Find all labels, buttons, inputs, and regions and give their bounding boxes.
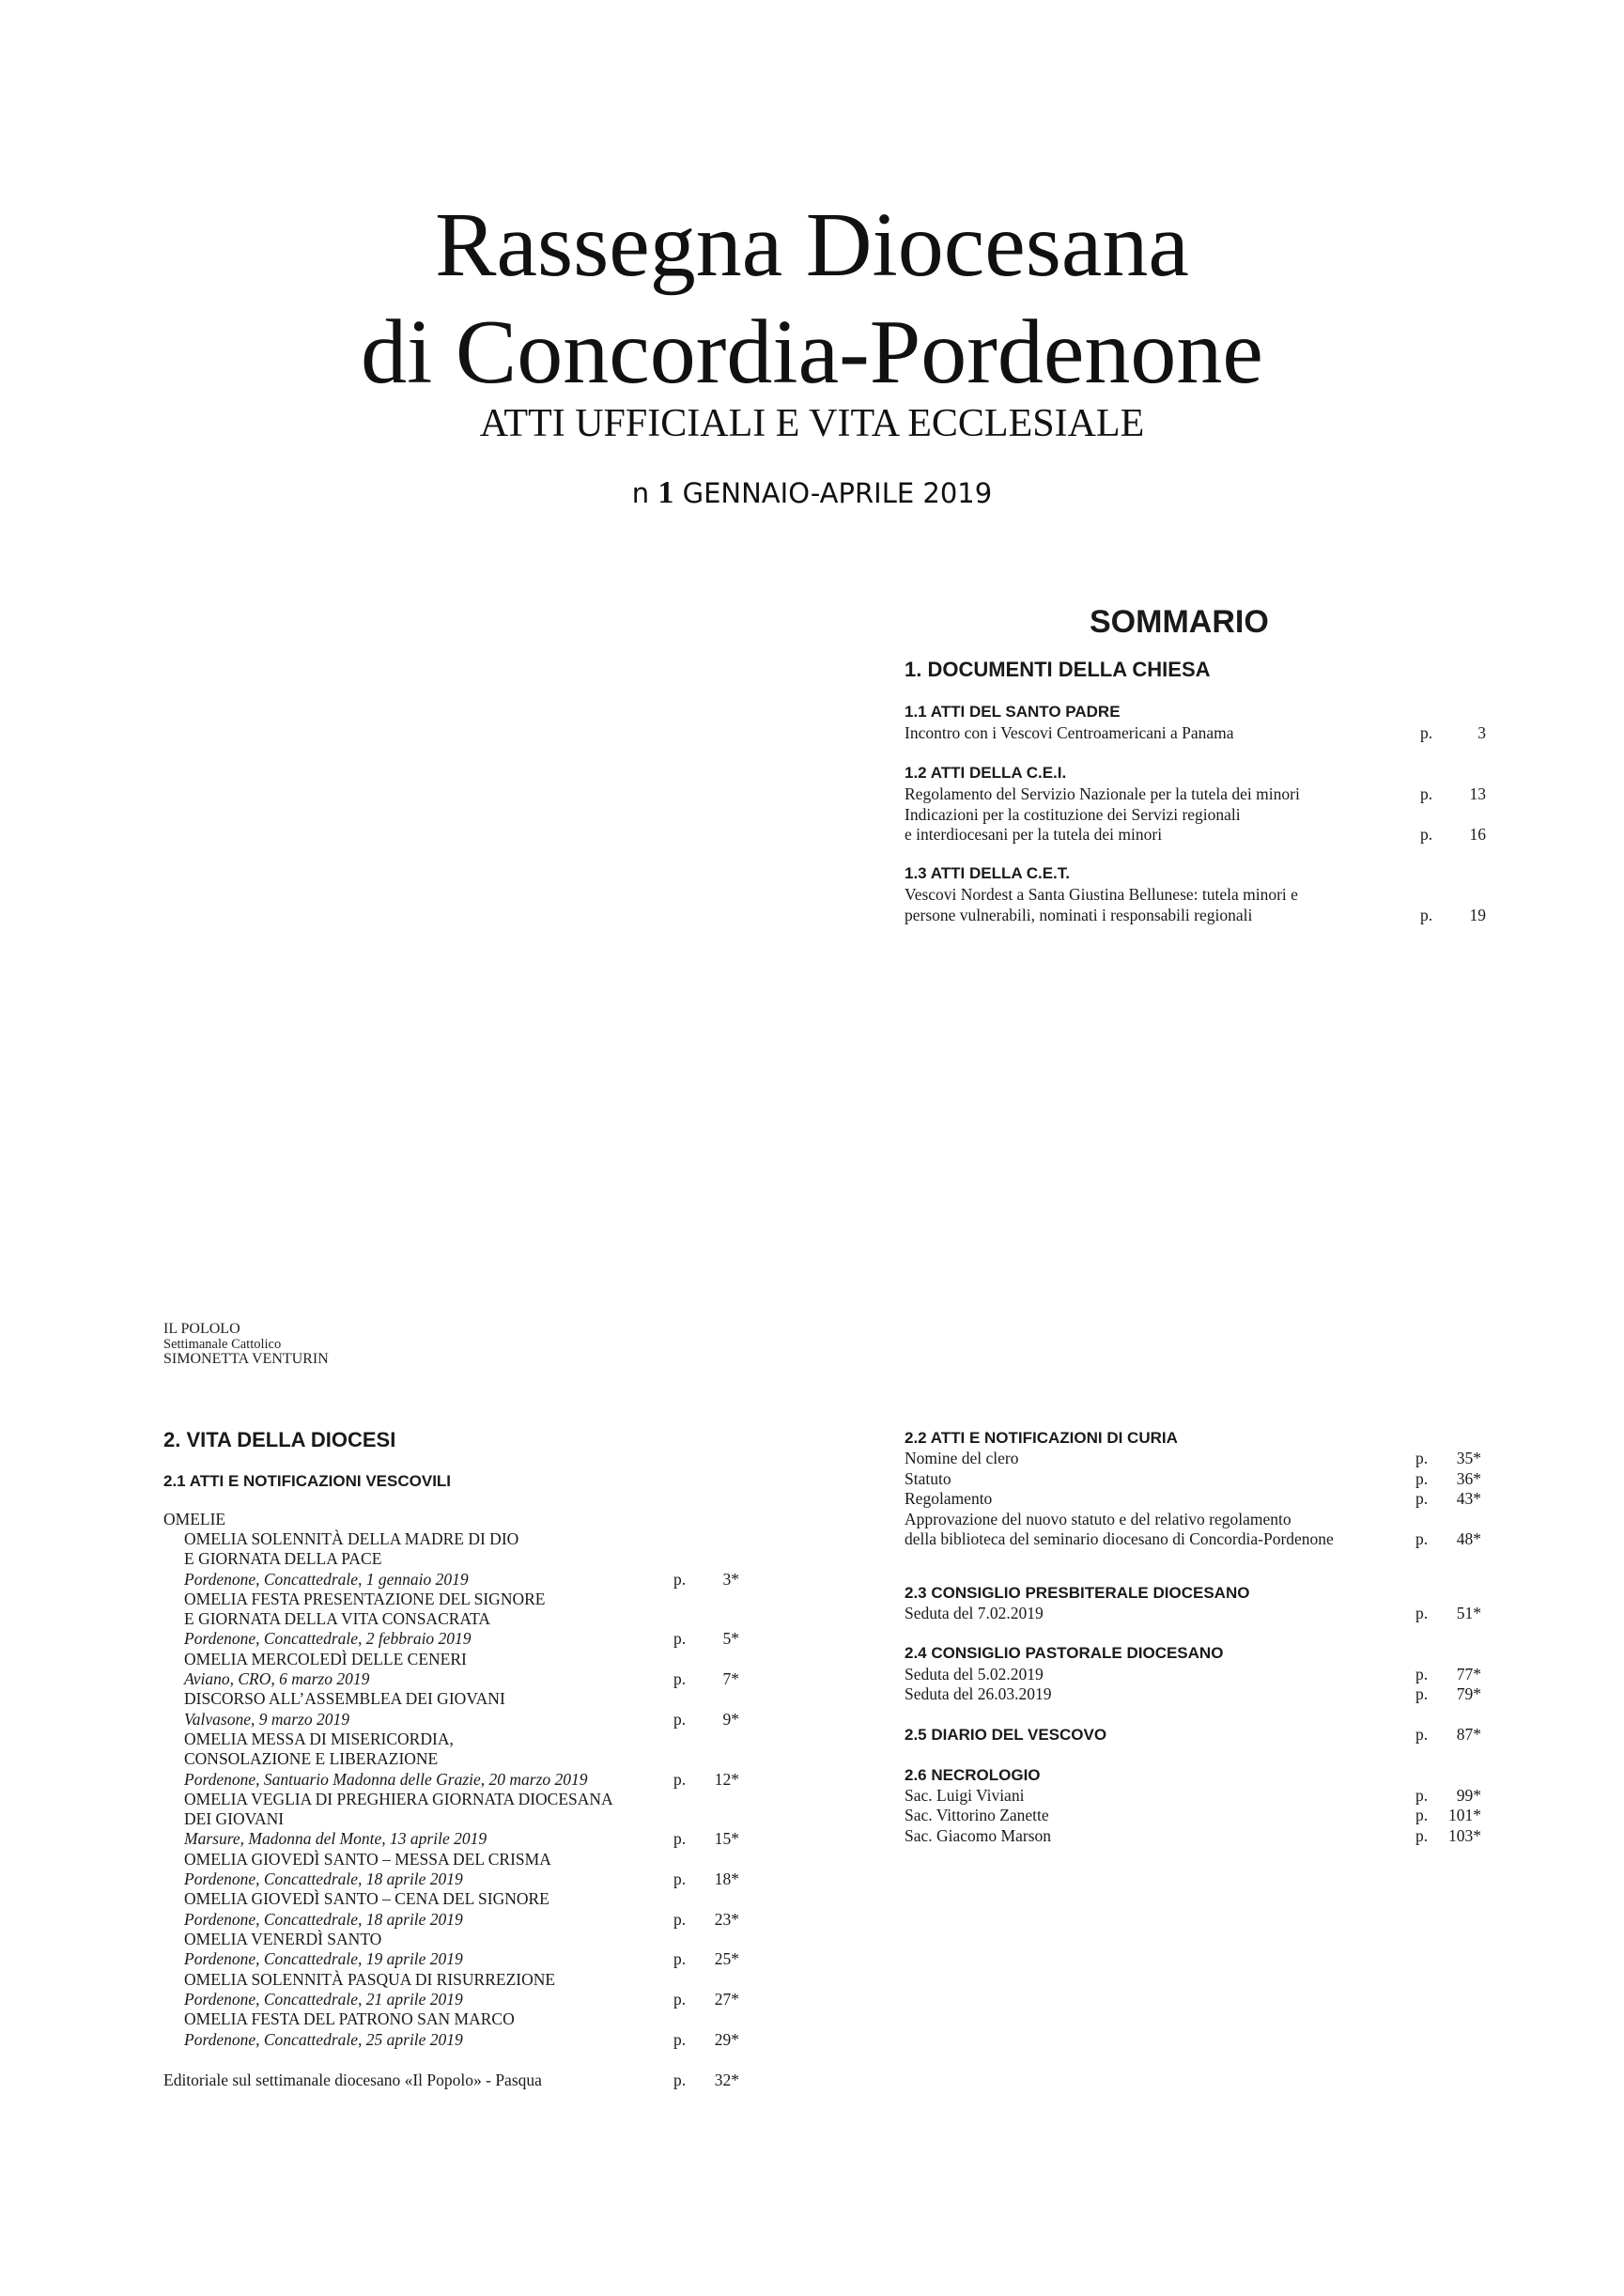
sommario-title: SOMMARIO bbox=[1090, 604, 1269, 640]
homily-title-line: OMELIA GIOVEDÌ SANTO – MESSA DEL CRISMA bbox=[184, 1850, 551, 1869]
toc-entry-text: Vescovi Nordest a Santa Giustina Bellunese: tutela minori e bbox=[905, 885, 1298, 904]
homily-place-date: Pordenone, Concattedrale, 19 aprile 2019 bbox=[184, 1949, 463, 1968]
homily-place-date: Pordenone, Concattedrale, 25 aprile 2019 bbox=[184, 2030, 463, 2049]
toc-entry-text: Sac. Giacomo Marson bbox=[905, 1826, 1052, 1845]
section2-sub2-heading: 2.2 ATTI E NOTIFICAZIONI DI CURIA bbox=[905, 1429, 1178, 1447]
toc-entry-text: Seduta del 26.03.2019 bbox=[905, 1684, 1052, 1703]
page-number: 12* bbox=[714, 1770, 739, 1789]
toc-entry-page bbox=[673, 1871, 739, 1888]
page-number: 27* bbox=[714, 1990, 739, 2009]
homily-title-line: OMELIA MERCOLEDÌ DELLE CENERI bbox=[184, 1650, 467, 1668]
page-abbrev: p. bbox=[673, 1869, 687, 1888]
page-number: 18* bbox=[714, 1869, 739, 1888]
page-number: 32* bbox=[714, 2071, 739, 2089]
section2-heading: 2. VITA DELLA DIOCESI bbox=[163, 1428, 396, 1451]
page-number: 87* bbox=[1456, 1725, 1481, 1744]
issue-line bbox=[0, 477, 1624, 509]
homily-title-line: E GIORNATA DELLA VITA CONSACRATA bbox=[184, 1609, 491, 1628]
page-abbrev: p. bbox=[1415, 1469, 1429, 1488]
page-abbrev: p. bbox=[673, 1570, 687, 1589]
page-number: 16 bbox=[1469, 825, 1486, 844]
homily-title-line: E GIORNATA DELLA PACE bbox=[184, 1549, 382, 1568]
page-abbrev: p. bbox=[1415, 1786, 1429, 1805]
homily-place-date: Pordenone, Concattedrale, 1 gennaio 2019 bbox=[184, 1570, 469, 1589]
toc-entry-page bbox=[1415, 1606, 1481, 1622]
toc-entry-page bbox=[673, 1772, 739, 1789]
page-number: 9* bbox=[722, 1710, 739, 1729]
toc-entry-text: Seduta del 7.02.2019 bbox=[905, 1604, 1044, 1622]
homily-title-line: DISCORSO ALL’ASSEMBLEA DEI GIOVANI bbox=[184, 1689, 505, 1708]
toc-entry-page bbox=[1420, 786, 1486, 803]
toc-entry-page bbox=[1415, 1828, 1481, 1845]
page-number: 19 bbox=[1469, 906, 1486, 924]
section1-sub3-heading: 1.3 ATTI DELLA C.E.T. bbox=[905, 864, 1070, 882]
homily-place-date: Marsure, Madonna del Monte, 13 aprile 2019 bbox=[184, 1829, 487, 1848]
toc-entry-text: della biblioteca del seminario diocesano di Concordia-Pordenone bbox=[905, 1529, 1334, 1548]
toc-entry-text: Incontro con i Vescovi Centroamericani a Panama bbox=[905, 723, 1234, 742]
page-abbrev: p. bbox=[673, 1770, 687, 1789]
page-number: 99* bbox=[1456, 1786, 1481, 1805]
section1-sub2-heading: 1.2 ATTI DELLA C.E.I. bbox=[905, 764, 1067, 782]
page-number: 77* bbox=[1456, 1665, 1481, 1683]
toc-entry-text: Regolamento del Servizio Nazionale per la tutela dei minori bbox=[905, 784, 1300, 803]
homily-title-line: OMELIA VEGLIA DI PREGHIERA GIORNATA DIOCESANA bbox=[184, 1790, 613, 1808]
toc-entry-page bbox=[1420, 827, 1486, 844]
section2-sub3-heading: 2.3 CONSIGLIO PRESBITERALE DIOCESANO bbox=[905, 1584, 1250, 1602]
page-abbrev: p. bbox=[1415, 1665, 1429, 1683]
toc-entry-page bbox=[673, 1631, 739, 1648]
toc-entry-text: Indicazioni per la costituzione dei Servizi regionali bbox=[905, 805, 1241, 824]
toc-entry-text: e interdiocesani per la tutela dei minori bbox=[905, 825, 1163, 844]
toc-entry-text: Sac. Luigi Viviani bbox=[905, 1786, 1025, 1805]
page-abbrev: p. bbox=[673, 2071, 687, 2089]
toc-entry-page bbox=[673, 1912, 739, 1929]
page-number: 79* bbox=[1456, 1684, 1481, 1703]
toc-entry-text: persone vulnerabili, nominati i responsabili regionali bbox=[905, 906, 1253, 924]
homily-place-date: Pordenone, Concattedrale, 21 aprile 2019 bbox=[184, 1990, 463, 2009]
page-number: 35* bbox=[1456, 1449, 1481, 1467]
section1-sub1-heading: 1.1 ATTI DEL SANTO PADRE bbox=[905, 703, 1121, 721]
masthead-title-line2: di Concordia-Pordenone bbox=[361, 302, 1263, 403]
page-number: 7* bbox=[722, 1669, 739, 1688]
page-abbrev: p. bbox=[1415, 1449, 1429, 1467]
toc-entry-text: Seduta del 5.02.2019 bbox=[905, 1665, 1044, 1683]
homily-title-line: OMELIA MESSA DI MISERICORDIA, bbox=[184, 1730, 454, 1748]
toc-entry-page bbox=[1415, 1807, 1481, 1824]
toc-entry-page bbox=[673, 2072, 739, 2089]
toc-entry-page bbox=[1420, 908, 1486, 924]
page-abbrev: p. bbox=[673, 2030, 687, 2049]
page-abbrev: p. bbox=[1415, 1684, 1429, 1703]
imprint-line1: IL POLOLO bbox=[163, 1321, 240, 1337]
page-number: 5* bbox=[722, 1629, 739, 1648]
page-abbrev: p. bbox=[1420, 906, 1433, 924]
toc-entry-page bbox=[1415, 1667, 1481, 1683]
page-abbrev: p. bbox=[673, 1710, 687, 1729]
toc-entry-page bbox=[1420, 725, 1486, 742]
toc-entry-page bbox=[1415, 1491, 1481, 1508]
section2-sub6-heading: 2.6 NECROLOGIO bbox=[905, 1766, 1041, 1784]
homily-title-line: DEI GIOVANI bbox=[184, 1809, 285, 1828]
section2-sub4-heading: 2.4 CONSIGLIO PASTORALE DIOCESANO bbox=[905, 1644, 1224, 1662]
toc-entry-text: Nomine del clero bbox=[905, 1449, 1019, 1467]
homily-place-date: Pordenone, Concattedrale, 18 aprile 2019 bbox=[184, 1910, 463, 1929]
page-number: 36* bbox=[1456, 1469, 1481, 1488]
issue-period: GENNAIO-APRILE 2019 bbox=[682, 477, 993, 509]
toc-entry-page bbox=[1415, 1531, 1481, 1548]
page-number: 23* bbox=[714, 1910, 739, 1929]
page-abbrev: p. bbox=[673, 1990, 687, 2009]
homily-place-date: Aviano, CRO, 6 marzo 2019 bbox=[184, 1669, 370, 1688]
page-number: 51* bbox=[1456, 1604, 1481, 1622]
masthead-subtitle: ATTI UFFICIALI E VITA ECCLESIALE bbox=[479, 402, 1145, 445]
imprint-line3: SIMONETTA VENTURIN bbox=[163, 1351, 329, 1368]
page-number: 25* bbox=[714, 1949, 739, 1968]
page-number: 101* bbox=[1448, 1806, 1481, 1824]
page-abbrev: p. bbox=[673, 1629, 687, 1648]
toc-entry-page bbox=[1415, 1727, 1481, 1744]
toc-entry-page bbox=[1415, 1471, 1481, 1488]
homily-title-line: OMELIA GIOVEDÌ SANTO – CENA DEL SIGNORE bbox=[184, 1889, 549, 1908]
page-abbrev: p. bbox=[1420, 784, 1433, 803]
page-abbrev: p. bbox=[1415, 1725, 1429, 1744]
page-number: 103* bbox=[1448, 1826, 1481, 1845]
page-number: 29* bbox=[714, 2030, 739, 2049]
page-abbrev: p. bbox=[673, 1910, 687, 1929]
page-abbrev: p. bbox=[1420, 825, 1433, 844]
homily-title-line: OMELIA FESTA DEL PATRONO SAN MARCO bbox=[184, 2009, 515, 2028]
homily-place-date: Valvasone, 9 marzo 2019 bbox=[184, 1710, 349, 1729]
page-abbrev: p. bbox=[1415, 1529, 1429, 1548]
page-abbrev: p. bbox=[1415, 1806, 1429, 1824]
toc-entry-text: Approvazione del nuovo statuto e del relativo regolamento bbox=[905, 1510, 1291, 1528]
issue-prefix: n bbox=[631, 477, 650, 509]
homily-title-line: CONSOLAZIONE E LIBERAZIONE bbox=[184, 1749, 439, 1768]
page-abbrev: p. bbox=[1420, 723, 1433, 742]
masthead-title-line1: Rassegna Diocesana bbox=[435, 194, 1189, 296]
page-number: 15* bbox=[714, 1829, 739, 1848]
page-abbrev: p. bbox=[1415, 1604, 1429, 1622]
section1-heading: 1. DOCUMENTI DELLA CHIESA bbox=[905, 658, 1211, 681]
toc-entry-page bbox=[673, 1671, 739, 1688]
page-abbrev: p. bbox=[1415, 1826, 1429, 1845]
homily-title-line: OMELIA SOLENNITÀ DELLA MADRE DI DIO bbox=[184, 1529, 519, 1548]
page-number: 3 bbox=[1477, 723, 1486, 742]
imprint-line2: Settimanale Cattolico bbox=[163, 1336, 282, 1352]
section2-sub5-heading: 2.5 DIARIO DEL VESCOVO bbox=[905, 1726, 1107, 1744]
toc-entry-text: Statuto bbox=[905, 1469, 951, 1488]
imprint bbox=[163, 1322, 329, 1368]
page-abbrev: p. bbox=[1415, 1489, 1429, 1508]
omelie-label: OMELIE bbox=[163, 1510, 226, 1528]
homily-place-date: Pordenone, Concattedrale, 2 febbraio 2019 bbox=[184, 1629, 472, 1648]
section2-sub1-heading: 2.1 ATTI E NOTIFICAZIONI VESCOVILI bbox=[163, 1472, 452, 1490]
toc-entry-page bbox=[673, 2032, 739, 2049]
toc-entry-page bbox=[1415, 1686, 1481, 1703]
homily-title-line: OMELIA FESTA PRESENTAZIONE DEL SIGNORE bbox=[184, 1590, 546, 1608]
toc-entry-page bbox=[673, 1712, 739, 1729]
toc-entry-page bbox=[673, 1992, 739, 2009]
issue-number: 1 bbox=[657, 475, 674, 510]
toc-entry-page bbox=[673, 1572, 739, 1589]
editorial-entry: Editoriale sul settimanale diocesano «Il Popolo» - Pasqua bbox=[163, 2071, 542, 2089]
toc-entry-page bbox=[673, 1831, 739, 1848]
toc-entry-text: Regolamento bbox=[905, 1489, 993, 1508]
page-number: 13 bbox=[1469, 784, 1486, 803]
page-abbrev: p. bbox=[673, 1829, 687, 1848]
page-number: 48* bbox=[1456, 1529, 1481, 1548]
toc-entry-page bbox=[1415, 1451, 1481, 1467]
homily-place-date: Pordenone, Concattedrale, 18 aprile 2019 bbox=[184, 1869, 463, 1888]
homily-title-line: OMELIA SOLENNITÀ PASQUA DI RISURREZIONE bbox=[184, 1970, 556, 1989]
page-abbrev: p. bbox=[673, 1669, 687, 1688]
page-number: 3* bbox=[722, 1570, 739, 1589]
toc-entry-text: Sac. Vittorino Zanette bbox=[905, 1806, 1049, 1824]
toc-entry-page bbox=[673, 1951, 739, 1968]
homily-place-date: Pordenone, Santuario Madonna delle Grazie, 20 marzo 2019 bbox=[184, 1770, 588, 1789]
page-abbrev: p. bbox=[673, 1949, 687, 1968]
toc-entry-page bbox=[1415, 1788, 1481, 1805]
page-number: 43* bbox=[1456, 1489, 1481, 1508]
homily-title-line: OMELIA VENERDÌ SANTO bbox=[184, 1930, 382, 1948]
